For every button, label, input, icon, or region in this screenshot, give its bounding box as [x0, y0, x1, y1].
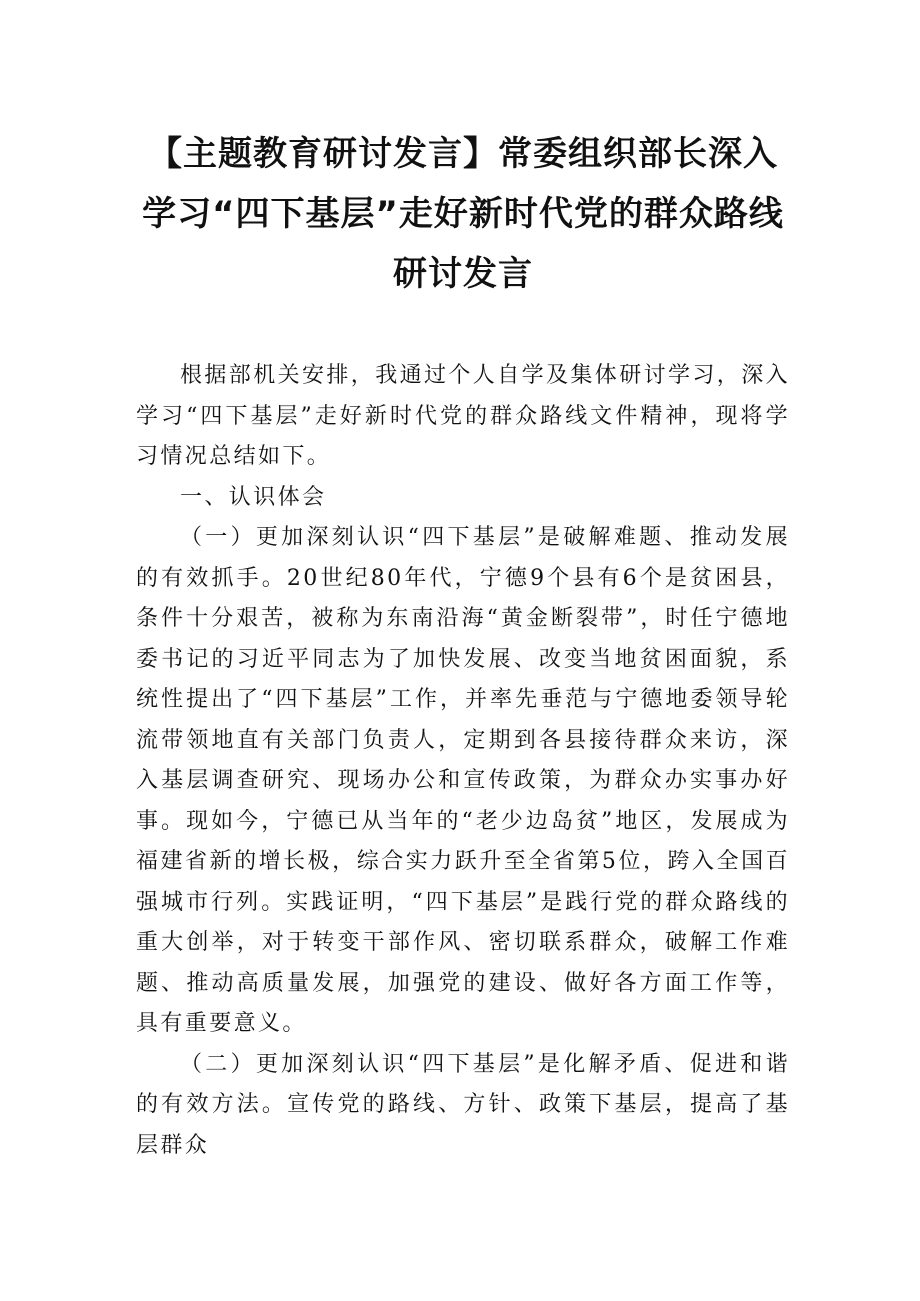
intro-paragraph: 根据部机关安排，我通过个人自学及集体研讨学习，深入学习“四下基层”走好新时代党的群众路线文件精神，现将学习情况总结如下。	[136, 363, 791, 469]
document-title	[136, 124, 790, 304]
document-body	[136, 356, 790, 1166]
body-paragraph: （二）更加深刻认识“四下基层”是化解矛盾、促进和谐的有效方法。宣传党的路线、方针、政策下基层，提高了基层群众	[136, 1051, 790, 1158]
title-line-2: 学习“四下基层”走好新时代党的群众路线	[142, 194, 784, 234]
title-line-1: 【主题教育研讨发言】常委组织部长深入	[148, 134, 778, 174]
section-heading: 一、认识体会	[180, 484, 327, 510]
body-paragraph: （一）更加深刻认识“四下基层”是破解难题、推动发展的有效抓手。20世纪80年代，宁德9个县有6个是贫困县，条件十分艰苦，被称为东南沿海“黄金断裂带”，时任宁德地委书记的习近平同志为了加快发展、改变当地贫困面貌，系统性提出了“四下基层”工作，并率先垂范与宁德地委领导轮流带领地直有关部门负责人，定期到各县接待群众来访，深入基层调查研究、现场办公和宣传政策，为群众办实事办好事。现如今，宁德已从当年的“老少边岛贫”地区，发展成为福建省新的增长极，综合实力跃升至全省第5位，跨入全国百强城市行列。实践证明，“四下基层”是践行党的群众路线的重大创举，对于转变干部作风、密切联系群众，破解工作难题、推动高质量发展，加强党的建设、做好各方面工作等，具有重要意义。	[136, 525, 790, 1036]
title-line-3: 研讨发言	[393, 254, 533, 294]
